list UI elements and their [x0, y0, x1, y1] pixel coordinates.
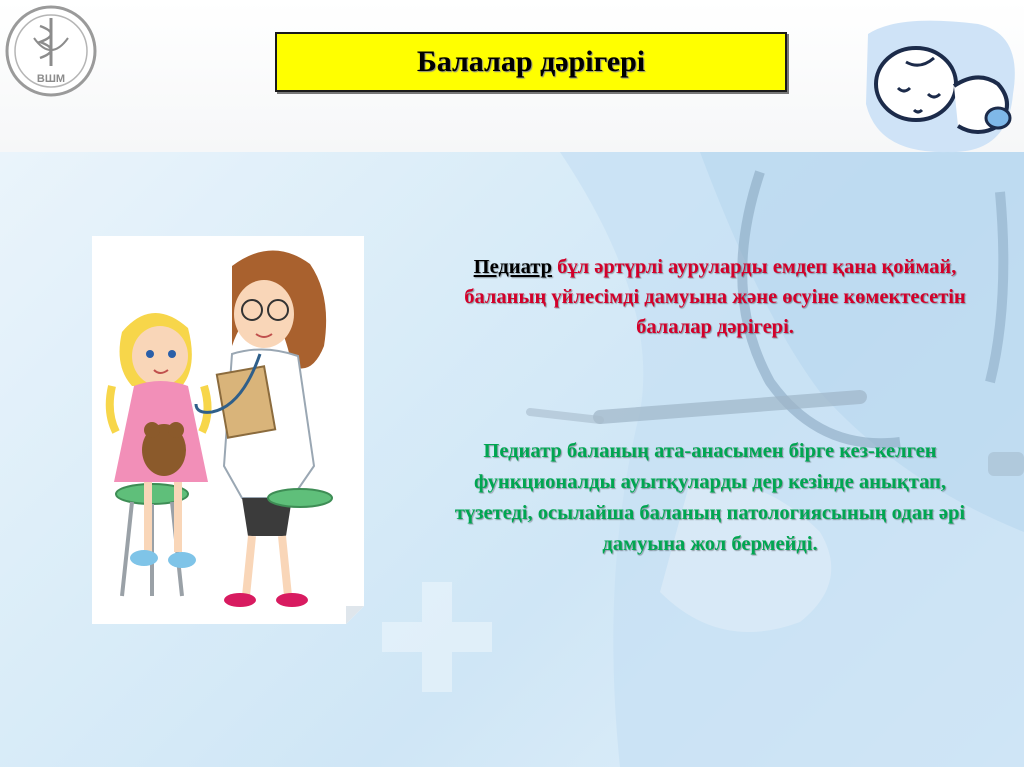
medical-logo-icon — [4, 4, 98, 98]
logo-text: ВШМ — [36, 73, 66, 85]
paragraph-definition — [462, 252, 968, 342]
page-title: Балалар дәрігері — [416, 45, 646, 78]
paragraph-role: Педиатр баланың ата-анасымен бірге кез-келген функционалды ауытқуларды дер кезінде анықтап, түзетеді, осылайша баланың патологиясының одан әрі дамуына жол бермейді. — [454, 440, 966, 555]
sleeping-baby-icon — [858, 14, 1020, 158]
pediatrician-illustration — [92, 236, 364, 624]
title-box — [275, 32, 787, 92]
paragraph-definition-lead: Педиатр — [473, 256, 553, 278]
paragraph-definition-rest: бұл әртүрлі ауруларды емдеп қана қоймай, баланың үйлесімді дамуына және өсуіне көмектесетін балалар дәрігері. — [464, 256, 966, 338]
